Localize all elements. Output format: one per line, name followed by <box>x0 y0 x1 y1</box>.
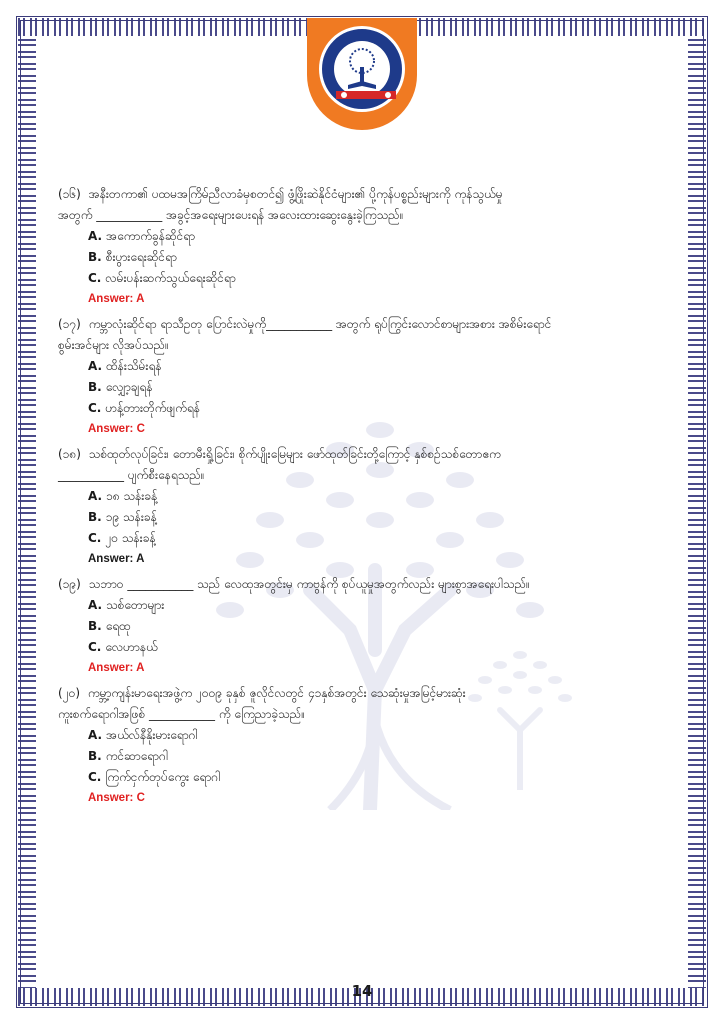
logo-emblem <box>319 26 405 112</box>
question-text-line2: အတွက် ___________ အခွင့်အရေးများပေးရန် အလေးထားဆွေးနွေးခဲ့ကြသည်။ <box>58 208 404 222</box>
question-16 <box>58 184 668 310</box>
option-a: A. ၁၈ သန်းခန့် <box>88 489 158 503</box>
option-a: A. ထိန်းသိမ်းရန် <box>88 359 162 373</box>
question-text-line1: သဘာဝ ___________ သည် လေထုအတွင်းမှ ကာဗွန်ကို စုပ်ယူမှုအတွက်လည်း များစွာအရေးပါသည်။ <box>88 577 530 591</box>
option-c: C. လမ်းပန်းဆက်သွယ်ရေးဆိုင်ရာ <box>88 271 236 285</box>
question-number: (၁၉) <box>58 577 81 591</box>
question-text-line1: သစ်ထုတ်လုပ်ခြင်း၊ တောမီးရှို့ခြင်း၊ စိုက်ပျိုးမြေများ ဖော်ထုတ်ခြင်းတို့ကြောင့် နှစ်စဉ်သစ်တောဧက <box>88 447 501 461</box>
option-c: C. ၂၀ သန်းခန့် <box>88 531 156 545</box>
option-c: C. လေဟာနယ် <box>88 640 158 654</box>
question-17 <box>58 314 668 440</box>
question-text-line2: ကူးစက်ရောဂါအဖြစ် ___________ ကို ကြေညာခဲ့သည်။ <box>58 707 306 721</box>
question-text-line1: အနီးတကာ၏ ပထမအကြိမ်ညီလာခံမှစတင်၍ ဖွံ့ဖြိုးဆဲနိုင်ငံများ၏ ပို့ကုန်ပစ္စည်းများကို ကုန်သွယ်မှု <box>88 187 503 201</box>
option-c: C. ကြက်ငှက်တုပ်ကွေး ရောဂါ <box>88 770 221 784</box>
question-number: (၁၈) <box>58 447 81 461</box>
option-a: A. အယ်လ်နီနိုးမားရောဂါ <box>88 728 198 742</box>
answer-label: Answer: A <box>88 553 145 565</box>
question-number: (၂၀) <box>58 686 81 700</box>
option-b: B. စီးပွားရေးဆိုင်ရာ <box>88 250 177 264</box>
option-b: B. ရေထု <box>88 619 131 633</box>
question-text-line1: ကမ္ဘာ့ကျန်းမာရေးအဖွဲ့က ၂၀၀၉ ခုနှစ် ဇူလိုင်လတွင် ၄၁နှစ်အတွင်း သေဆုံးမှုအမြင့်မားဆုံး <box>87 686 466 700</box>
option-b: B. ၁၉ သန်းခန့် <box>88 510 157 524</box>
question-list <box>58 184 668 813</box>
option-c: C. ဟန့်တားတိုက်ဖျက်ရန် <box>88 401 201 415</box>
answer-label: Answer: A <box>88 662 145 674</box>
question-text <box>58 444 668 486</box>
option-b: B. လျှော့ချရန် <box>88 380 153 394</box>
option-a: A. အကောက်ခွန်ဆိုင်ရာ <box>88 229 196 243</box>
option-a: A. သစ်တောများ <box>88 598 165 612</box>
question-18 <box>58 444 668 570</box>
logo-tab <box>307 18 417 130</box>
answer-label: Answer: A <box>88 293 145 305</box>
question-text <box>58 184 668 226</box>
question-number: (၁၆) <box>58 187 81 201</box>
answer-label: Answer: C <box>88 792 145 804</box>
question-text-line1: ကမ္ဘာလုံးဆိုင်ရာ ရာသီဥတု ပြောင်းလဲမှုကို___________ အတွက် ရုပ်ကြွင်းလောင်စာများအစား အစိမ်းရောင် <box>88 317 552 331</box>
question-20 <box>58 683 668 809</box>
option-b: B. ကင်ဆာရောဂါ <box>88 749 168 763</box>
question-text <box>58 683 668 725</box>
question-text-line2: ___________ ပျက်စီးနေရသည်။ <box>58 468 205 482</box>
question-text <box>58 574 668 595</box>
question-number: (၁၇) <box>58 317 81 331</box>
question-text <box>58 314 668 356</box>
question-text-line2: စွမ်းအင်များ လိုအပ်သည်။ <box>58 338 169 352</box>
page-number: 14 <box>351 982 373 1000</box>
question-19 <box>58 574 668 679</box>
answer-label: Answer: C <box>88 423 145 435</box>
